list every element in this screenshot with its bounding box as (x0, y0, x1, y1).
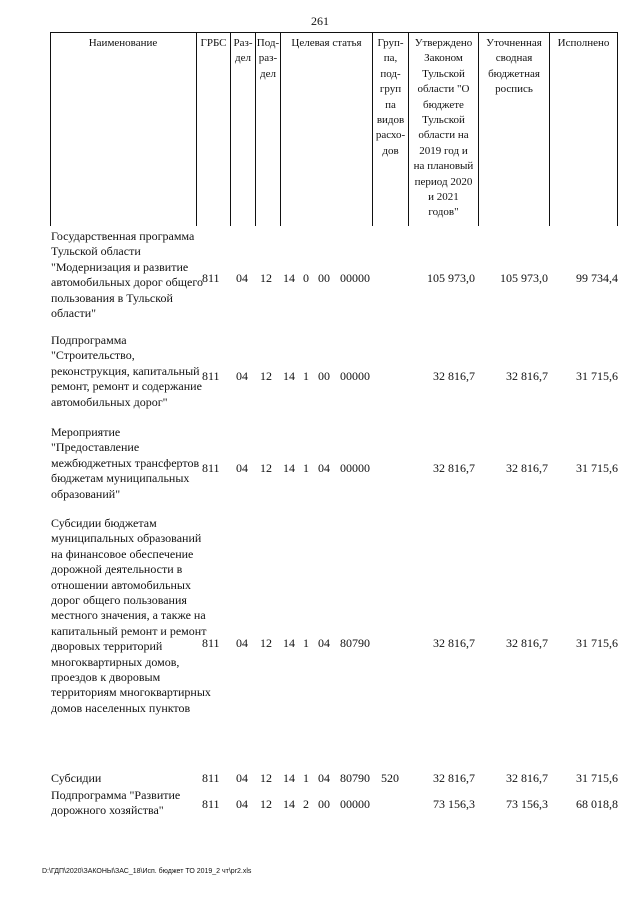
table-row (0, 229, 640, 321)
row-target-subprogram: 1 (303, 369, 309, 383)
row-grbs: 811 (202, 636, 220, 650)
row-target-program: 14 (283, 271, 295, 285)
header-divider (50, 32, 51, 226)
row-name: Субсидии бюджетам муниципальных образований на финансовое обеспечение дорожной деятельности в отношении автомобильных дорог общего пользования местного значения, а также на капитальный ремонт и ремонт дворовых территорий многоквартирных домов, проездов к дворовым территориям многоквартирных домов населенных пунктов (51, 516, 211, 715)
row-target-subprogram: 1 (303, 636, 309, 650)
row-podrazdel: 12 (260, 797, 272, 811)
row-specified: 32 816,7 (506, 636, 548, 650)
row-target-direction: 80790 (340, 771, 370, 785)
row-target-event: 00 (318, 797, 330, 811)
row-executed: 31 715,6 (576, 461, 618, 475)
row-target-program: 14 (283, 369, 295, 383)
header-grbs: ГРБС (200, 37, 227, 49)
row-grbs: 811 (202, 797, 220, 811)
header-executed: Исполнено (557, 37, 610, 49)
row-podrazdel: 12 (260, 636, 272, 650)
row-target-event: 04 (318, 461, 330, 475)
row-target-direction: 00000 (340, 797, 370, 811)
header-divider (549, 32, 550, 226)
table-row (0, 425, 640, 517)
header-top-border (50, 32, 617, 33)
row-target-direction: 00000 (340, 369, 370, 383)
header-name: Наименование (88, 37, 158, 49)
row-target-program: 14 (283, 797, 295, 811)
header-target: Целевая статья (291, 37, 362, 49)
header-specified: Уточненная сводная бюджетная роспись (486, 37, 542, 96)
row-executed: 31 715,6 (576, 636, 618, 650)
row-podrazdel: 12 (260, 461, 272, 475)
row-specified: 73 156,3 (506, 797, 548, 811)
header-approved: Утверждено Законом Тульской области "О бюджете Тульской области на 2019 год и на плановый период 2020 и 2021 годов" (413, 37, 474, 219)
row-grbs: 811 (202, 369, 220, 383)
table-row (0, 771, 640, 788)
row-target-program: 14 (283, 461, 295, 475)
row-podrazdel: 12 (260, 369, 272, 383)
row-razdel: 04 (236, 636, 248, 650)
row-name: Государственная программа Тульской области "Модернизация и развитие автомобильных дорог общего пользования в Тульской области" (51, 229, 203, 321)
header-divider (280, 32, 281, 226)
row-specified: 32 816,7 (506, 461, 548, 475)
row-group: 520 (381, 771, 399, 785)
row-name: Подпрограмма "Развитие дорожного хозяйства" (51, 788, 181, 818)
row-grbs: 811 (202, 771, 220, 785)
table-row (0, 788, 640, 822)
row-podrazdel: 12 (260, 771, 272, 785)
row-target-subprogram: 2 (303, 797, 309, 811)
page-number: 261 (311, 14, 329, 28)
row-target-direction: 00000 (340, 461, 370, 475)
header-divider (196, 32, 197, 226)
row-razdel: 04 (236, 271, 248, 285)
row-target-direction: 00000 (340, 271, 370, 285)
row-target-direction: 80790 (340, 636, 370, 650)
row-approved: 32 816,7 (433, 636, 475, 650)
header-podrazdel: Под- раз- дел (256, 37, 280, 80)
row-razdel: 04 (236, 797, 248, 811)
row-specified: 105 973,0 (500, 271, 548, 285)
row-approved: 32 816,7 (433, 461, 475, 475)
row-name: Подпрограмма "Строительство, реконструкция, капитальный ремонт, ремонт и содержание автомобильных дорог" (51, 333, 202, 409)
row-grbs: 811 (202, 461, 220, 475)
row-specified: 32 816,7 (506, 369, 548, 383)
row-target-event: 00 (318, 271, 330, 285)
row-podrazdel: 12 (260, 271, 272, 285)
row-executed: 68 018,8 (576, 797, 618, 811)
row-approved: 32 816,7 (433, 771, 475, 785)
table-row (0, 333, 640, 425)
row-approved: 32 816,7 (433, 369, 475, 383)
row-approved: 105 973,0 (427, 271, 475, 285)
row-specified: 32 816,7 (506, 771, 548, 785)
row-executed: 99 734,4 (576, 271, 618, 285)
row-target-subprogram: 1 (303, 771, 309, 785)
header-razdel: Раз- дел (233, 37, 253, 65)
row-grbs: 811 (202, 271, 220, 285)
file-path-footer: D:\ГДП\2020\ЗАКОНЫ\ЗАС_18\Исп. бюджет ТО 2019_2 чт\pr2.xls (42, 868, 252, 875)
row-target-subprogram: 0 (303, 271, 309, 285)
row-razdel: 04 (236, 461, 248, 475)
header-group: Груп- па, под- груп па видов расхо- дов (375, 37, 406, 157)
row-target-event: 00 (318, 369, 330, 383)
row-executed: 31 715,6 (576, 369, 618, 383)
row-target-program: 14 (283, 771, 295, 785)
row-target-event: 04 (318, 771, 330, 785)
row-executed: 31 715,6 (576, 771, 618, 785)
row-name: Субсидии (51, 771, 102, 785)
row-target-subprogram: 1 (303, 461, 309, 475)
header-divider (617, 32, 618, 226)
table-row (0, 516, 640, 756)
row-approved: 73 156,3 (433, 797, 475, 811)
row-name: Мероприятие "Предоставление межбюджетных трансфертов бюджетам муниципальных образований" (51, 425, 200, 501)
row-razdel: 04 (236, 771, 248, 785)
row-razdel: 04 (236, 369, 248, 383)
row-target-event: 04 (318, 636, 330, 650)
row-target-program: 14 (283, 636, 295, 650)
